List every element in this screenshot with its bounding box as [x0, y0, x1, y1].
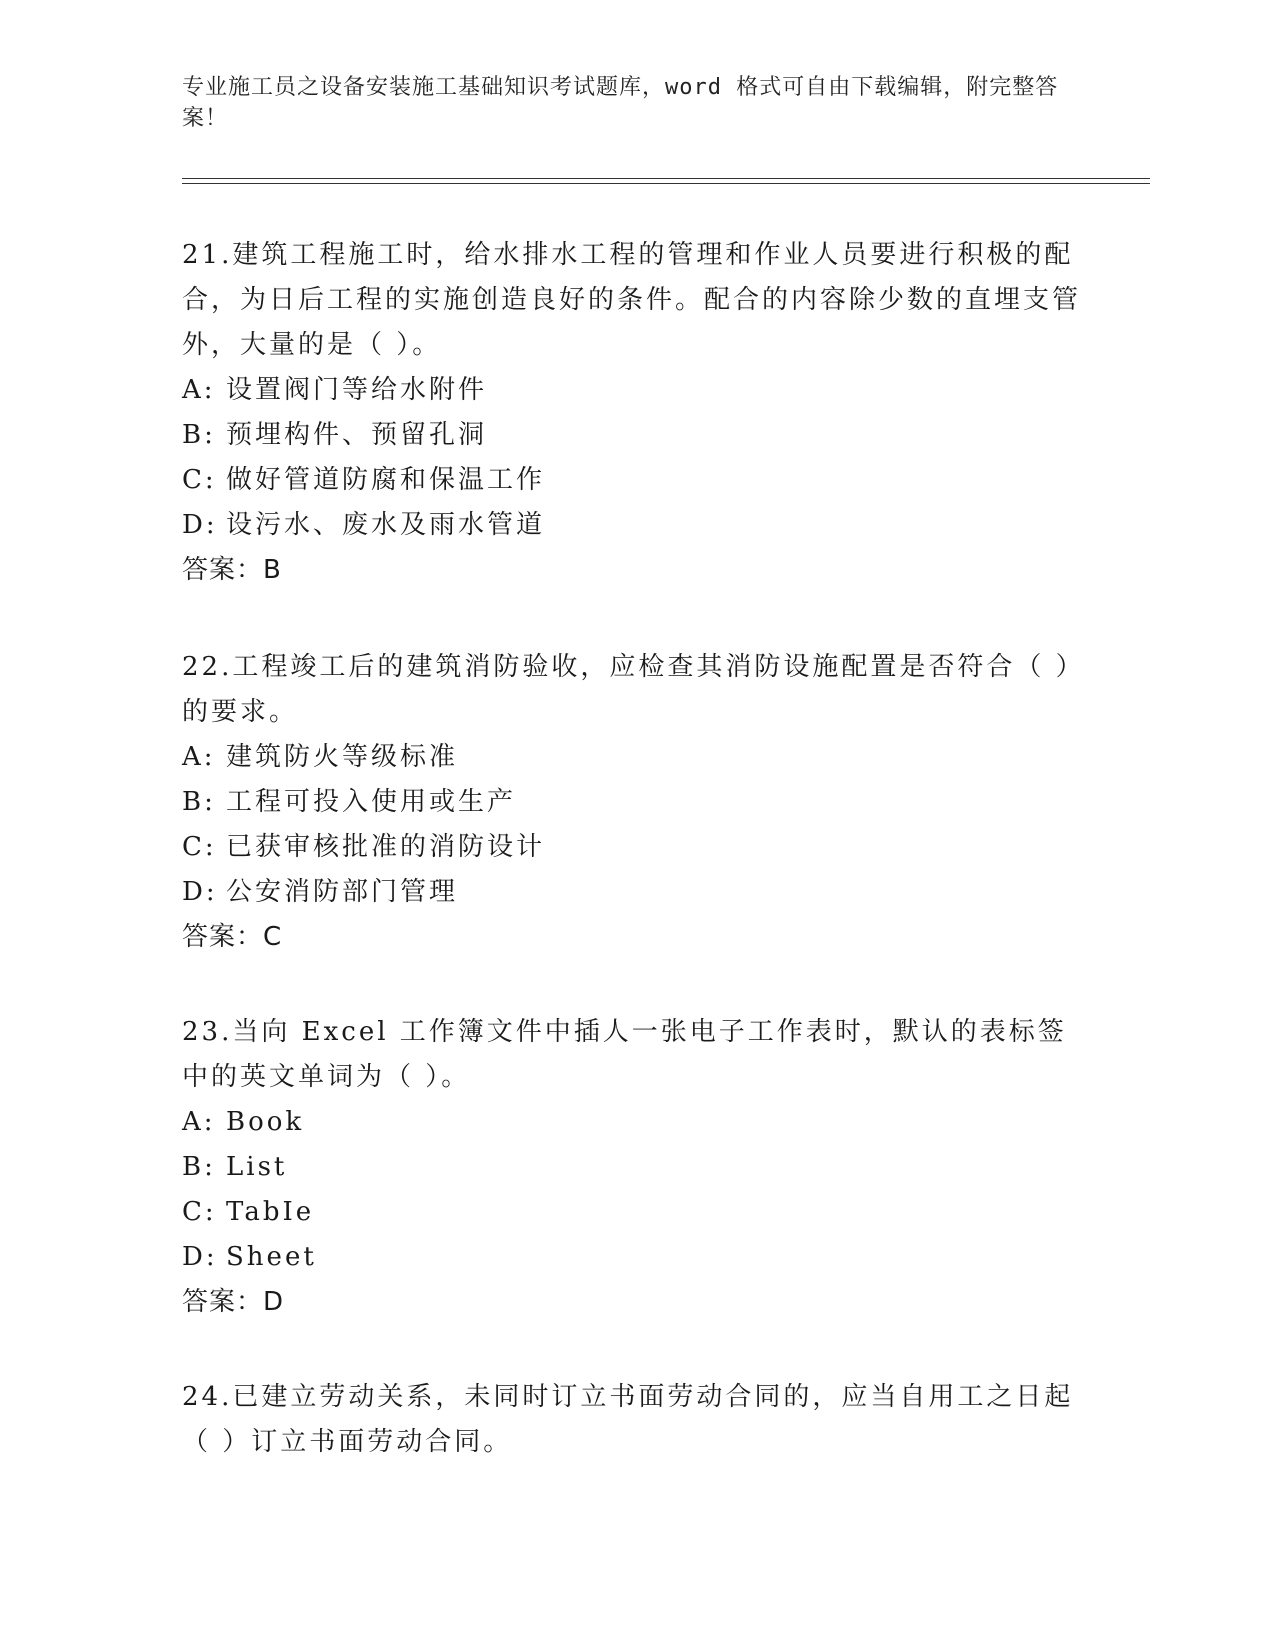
option-text: Sheet	[226, 1242, 317, 1272]
option-key: D:	[182, 1242, 218, 1272]
option-c	[182, 458, 1082, 503]
option-text: 公安消防部门管理	[226, 877, 459, 907]
answer: 答案：B	[182, 555, 282, 585]
option-key: C:	[182, 832, 217, 862]
question-stem: 22.工程竣工后的建筑消防验收，应检查其消防设施配置是否符合（ ）的要求。	[182, 652, 1072, 727]
option-b	[182, 1145, 1082, 1190]
option-d	[182, 870, 1082, 915]
option-key: B:	[182, 787, 216, 817]
question-22	[182, 645, 1082, 960]
option-text: 建筑防火等级标准	[226, 742, 459, 772]
option-text: 做好管道防腐和保温工作	[226, 465, 546, 495]
option-text: TabIe	[226, 1197, 315, 1227]
option-key: B:	[182, 1152, 216, 1182]
option-key: A:	[182, 375, 216, 405]
document-header: 专业施工员之设备安装施工基础知识考试题库，word 格式可自由下载编辑，附完整答案！	[182, 75, 1059, 131]
question-stem: 23.当向 Excel 工作簿文件中插人一张电子工作表时，默认的表标签中的英文单词为（ ）。	[182, 1017, 1067, 1092]
option-text: 工程可投入使用或生产	[226, 787, 517, 817]
header-divider-bottom	[182, 183, 1150, 184]
question-stem: 21.建筑工程施工时，给水排水工程的管理和作业人员要进行积极的配合，为日后工程的实施创造良好的条件。配合的内容除少数的直埋支管外，大量的是（ ）。	[182, 240, 1082, 360]
question-23	[182, 1010, 1082, 1325]
option-b	[182, 780, 1082, 825]
option-text: 设污水、废水及雨水管道	[226, 510, 546, 540]
option-a	[182, 368, 1082, 413]
answer: 答案：D	[182, 1287, 285, 1317]
option-key: C:	[182, 1197, 217, 1227]
option-d	[182, 1235, 1082, 1280]
question-21	[182, 233, 1082, 593]
header-divider-top	[182, 178, 1150, 179]
option-text: Book	[226, 1107, 305, 1137]
option-c	[182, 1190, 1082, 1235]
option-c	[182, 825, 1082, 870]
option-text: 已获审核批准的消防设计	[226, 832, 546, 862]
option-b	[182, 413, 1082, 458]
answer: 答案：C	[182, 922, 283, 952]
option-key: D:	[182, 877, 218, 907]
option-key: C:	[182, 465, 217, 495]
option-key: A:	[182, 1107, 216, 1137]
option-key: A:	[182, 742, 216, 772]
option-a	[182, 735, 1082, 780]
question-stem: 24.已建立劳动关系，未同时订立书面劳动合同的，应当自用工之日起（ ）订立书面劳动合同。	[182, 1382, 1074, 1457]
option-a	[182, 1100, 1082, 1145]
option-text: 设置阀门等给水附件	[226, 375, 488, 405]
option-key: B:	[182, 420, 216, 450]
option-text: List	[226, 1152, 288, 1182]
option-key: D:	[182, 510, 218, 540]
option-text: 预埋构件、预留孔洞	[226, 420, 488, 450]
option-d	[182, 503, 1082, 548]
question-24	[182, 1375, 1082, 1465]
